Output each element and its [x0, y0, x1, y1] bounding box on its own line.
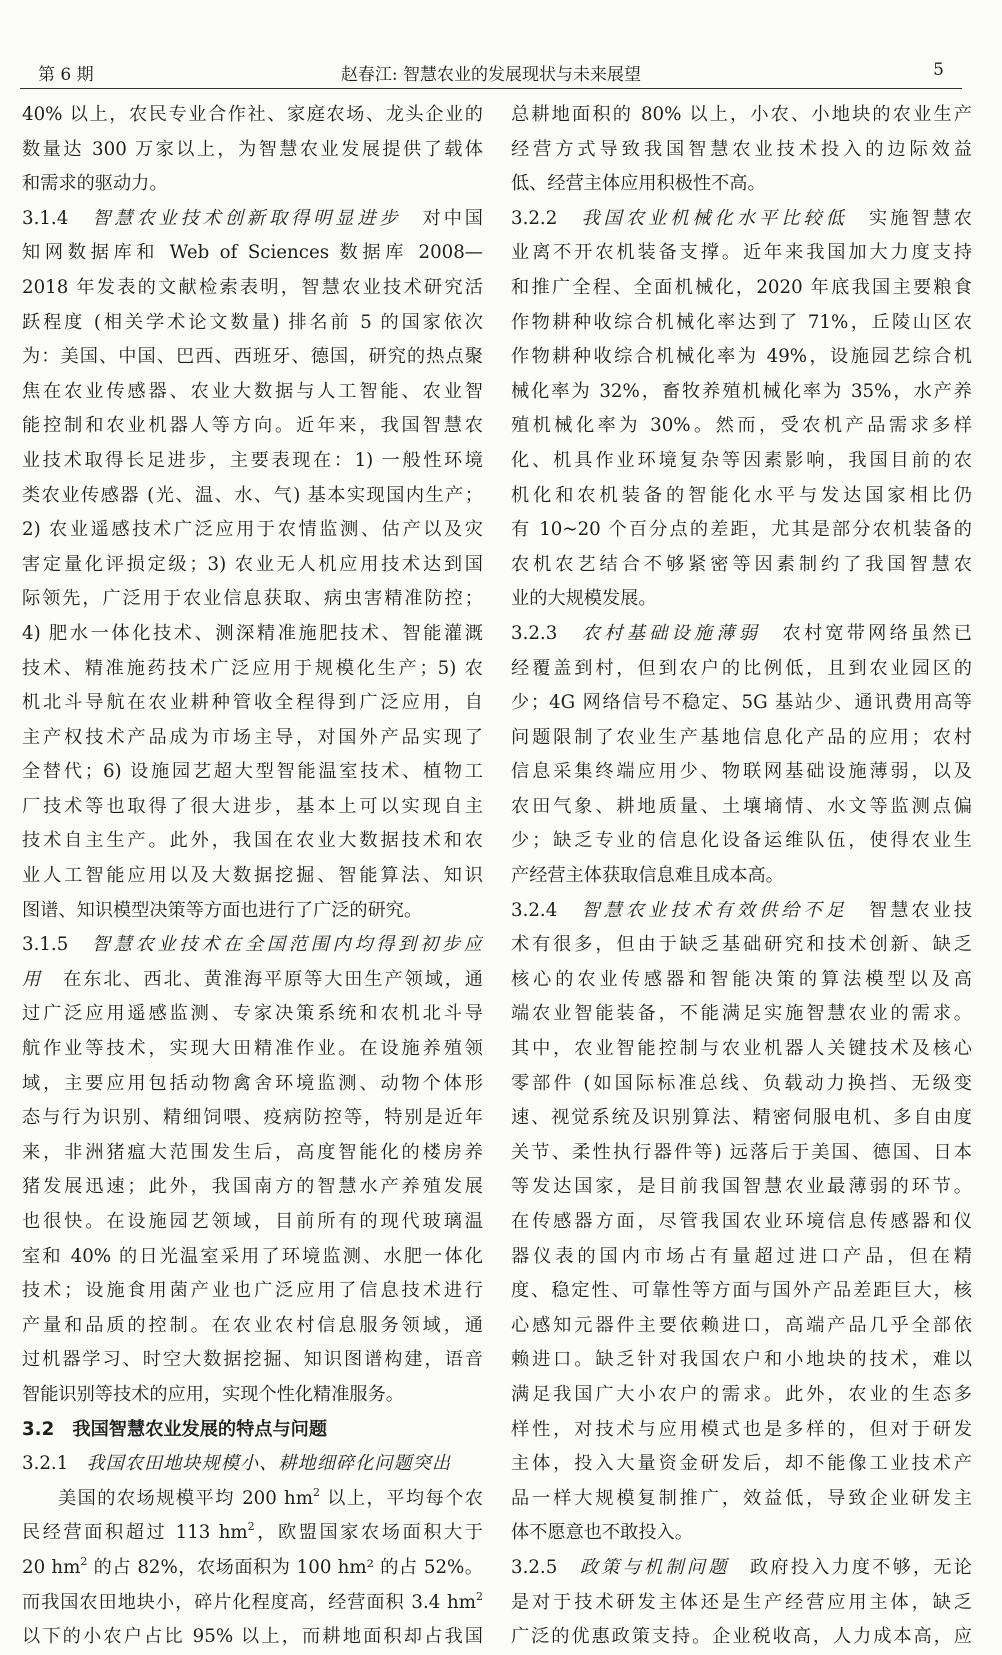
- line-text: 也很快。在设施园艺领域，目前所有的现代玻璃温: [22, 1211, 483, 1232]
- line-text: 害定量化评损定级；3) 农业无人机应用技术达到国: [22, 553, 483, 575]
- line-text: 跃程度 (相关学术论文数量) 排名前 5 的国家依次: [22, 311, 483, 333]
- text-line: [511, 513, 972, 548]
- line-text: 对中国: [401, 207, 483, 229]
- superscript: 2: [476, 1589, 483, 1603]
- line-text: 品一样大规模复制推广，效益低，导致企业研发主: [511, 1487, 972, 1509]
- line-text: 焦在农业传感器、农业大数据与人工智能、农业智: [22, 380, 483, 402]
- line-text: 民经营面积超过 113 hm: [22, 1522, 248, 1544]
- text-line: [22, 1170, 483, 1205]
- line-text: 器仪表的国内市场占有量超过进口产品，但在精: [511, 1245, 972, 1267]
- line-text: 有 10~20 个百分点的差距，尤其是部分农机装备的: [511, 519, 972, 541]
- line-text: 为：美国、中国、巴西、西班牙、德国，研究的热点聚: [22, 346, 483, 368]
- issue-number: 第 6 期: [38, 65, 94, 85]
- paragraph-heading: 用: [22, 968, 44, 990]
- line-text: 机北斗导航在农业耕种管收全程得到广泛应用，自: [22, 692, 483, 714]
- line-text: 产量和品质的控制。在农业农村信息服务领域，通: [22, 1314, 483, 1336]
- text-line: [511, 582, 972, 617]
- text-line: [511, 617, 972, 652]
- text-line: [22, 721, 483, 756]
- text-line: [511, 271, 972, 306]
- line-text: 航作业等技术，实现大田精准作业。在设施养殖领: [22, 1038, 483, 1060]
- paragraph-heading: 智慧农业技术创新取得明显进步: [92, 207, 402, 229]
- text-line: [22, 824, 483, 859]
- text-line: [22, 202, 483, 237]
- text-line: [22, 859, 483, 894]
- text-line: [511, 1482, 972, 1517]
- line-text: 的占 82%，农场面积为 100 hm² 的占 52%。: [87, 1556, 483, 1578]
- line-text: 在东北、西北、黄淮海平原等大田生产领域，通: [43, 968, 483, 990]
- text-line: [22, 271, 483, 306]
- text-line: [511, 1447, 972, 1482]
- superscript: 2: [247, 1520, 255, 1534]
- line-text: 其中，农业智能控制与农业机器人关键技术及核心: [511, 1038, 972, 1060]
- line-text: 作物耕种收综合机械化率为 49%，设施园艺综合机: [511, 346, 972, 368]
- text-line: [22, 1586, 483, 1621]
- line-text: 猪发展迅速；此外，我国南方的智慧水产养殖发展: [22, 1176, 483, 1198]
- text-line: [22, 1309, 483, 1344]
- line-text: 2018 年发表的文献检索表明，智慧农业技术研究活: [22, 276, 483, 298]
- text-line: [511, 997, 972, 1032]
- running-title: 赵春江: 智慧农业的发展现状与未来展望: [340, 65, 642, 85]
- text-line: [22, 1205, 483, 1240]
- text-line: [22, 1482, 483, 1517]
- text-line: [511, 340, 972, 375]
- line-text: 主产权技术产品成为市场主导，对国外产品实现了: [22, 726, 483, 748]
- text-line: [22, 340, 483, 375]
- paragraph-heading: 智慧农业技术有效供给不足: [581, 899, 848, 921]
- line-text: 以上，平均每个农: [320, 1487, 483, 1509]
- line-text: 业的大规模发展。: [511, 588, 657, 610]
- text-line: [22, 1136, 483, 1171]
- text-line: [22, 1274, 483, 1309]
- line-text: 心感知元器件主要依赖进口，高端产品几乎全部依: [511, 1314, 972, 1336]
- text-line: [511, 1032, 972, 1067]
- text-line: [22, 686, 483, 721]
- line-text: 业人工智能应用以及大数据挖掘、智能算法、知识: [22, 865, 483, 887]
- line-text: 等发达国家，是目前我国智慧农业最薄弱的环节。: [511, 1176, 972, 1198]
- text-line: [22, 894, 483, 929]
- text-line: [22, 98, 483, 133]
- line-text: 3.1.5: [22, 934, 92, 956]
- line-text: 以下的小农户占比 95% 以上，而耕地面积却占我国: [22, 1626, 483, 1648]
- line-text: 业离不开农机装备支撑。近年来我国加大力度支持: [511, 242, 972, 264]
- line-text: 2) 农业遥感技术广泛应用于农情监测、估产以及灾: [22, 519, 483, 541]
- text-line: [511, 1516, 972, 1551]
- text-line: [22, 755, 483, 790]
- text-line: [511, 1309, 972, 1344]
- line-text: 信息采集终端应用少、物联网基础设施薄弱，以及: [511, 761, 972, 783]
- line-text: 少；4G 网络信号不稳定、5G 基站少、通讯费用高等: [511, 692, 972, 714]
- text-line: [22, 409, 483, 444]
- line-text: 3.2.5: [511, 1556, 580, 1578]
- line-text: 3.2.2: [511, 207, 582, 229]
- line-text: 3.2.1: [22, 1453, 87, 1475]
- line-text: 农机农艺结合不够紧密等因素制约了我国智慧农: [511, 553, 972, 575]
- line-text: 是对于技术研发主体还是生产经营应用主体，缺乏: [511, 1591, 972, 1613]
- line-text: 总耕地面积的 80% 以上，小农、小地块的农业生产: [511, 104, 972, 125]
- line-text: 零部件 (如国际标准总线、负载动力换挡、无级变: [511, 1072, 972, 1094]
- text-line: [22, 617, 483, 652]
- line-text: 业技术取得长足进步，主要表现在：1) 一般性环境: [22, 449, 483, 471]
- line-text: 3.2.4: [511, 899, 582, 921]
- text-line: [22, 167, 483, 202]
- text-line: [511, 1205, 972, 1240]
- text-line: [22, 997, 483, 1032]
- text-line: [511, 548, 972, 583]
- line-text: 实施智慧农: [847, 207, 972, 229]
- text-line: [511, 1620, 972, 1655]
- text-line: [22, 1343, 483, 1378]
- line-text: 农村宽带网络虽然已: [761, 622, 972, 644]
- line-text: 3.1.4: [22, 207, 93, 229]
- left-column: [22, 98, 483, 1655]
- text-line: [511, 1551, 972, 1586]
- text-line: [22, 582, 483, 617]
- text-line: [511, 167, 972, 202]
- line-text: 政府投入力度不够，无论: [729, 1556, 972, 1578]
- line-text: 满足我国广大小农户的需求。此外，农业的生态多: [511, 1383, 972, 1405]
- line-text: 样性，对技术与应用模式也是多样的，但对于研发: [511, 1418, 972, 1440]
- text-line: [22, 1413, 483, 1448]
- text-line: [511, 1586, 972, 1621]
- line-text: 农田气象、耕地质量、土壤墒情、水文等监测点偏: [511, 795, 972, 817]
- text-line: [511, 824, 972, 859]
- line-text: 关节、柔性执行器件等) 远落后于美国、德国、日本: [511, 1141, 972, 1163]
- line-text: 类农业传感器 (光、温、水、气) 基本实现国内生产；: [22, 484, 483, 506]
- line-text: 赖进口。缺乏针对我国农户和小地块的技术，难以: [511, 1349, 972, 1371]
- line-text: 和需求的驱动力。: [22, 173, 168, 195]
- text-line: [511, 963, 972, 998]
- text-line: [511, 1240, 972, 1275]
- line-text: 20 hm: [22, 1556, 81, 1578]
- text-line: [511, 375, 972, 410]
- line-text: 而我国农田地块小，碎片化程度高，经营面积 3.4 hm: [22, 1591, 476, 1613]
- page-number: 5: [933, 60, 944, 80]
- text-line: [511, 202, 972, 237]
- text-line: [22, 1101, 483, 1136]
- line-text: 技术自主生产。此外，我国在农业大数据技术和农: [22, 830, 483, 852]
- paragraph-heading: 我国农田地块规模小、耕地细碎化问题突出: [86, 1453, 452, 1475]
- text-line: [22, 444, 483, 479]
- line-text: 全替代；6) 设施园艺超大型智能温室技术、植物工: [22, 761, 483, 783]
- line-text: 度、稳定性、可靠性等方面与国外产品差距巨大，核: [511, 1280, 972, 1302]
- text-line: [22, 790, 483, 825]
- line-text: 40% 以上，农民专业合作社、家庭农场、龙头企业的: [22, 104, 483, 125]
- text-line: [511, 1274, 972, 1309]
- text-line: [22, 1620, 483, 1655]
- text-line: [22, 1240, 483, 1275]
- text-line: [22, 1378, 483, 1413]
- line-text: 知网数据库和 Web of Sciences 数据库 2008—: [22, 242, 483, 264]
- line-text: 态与行为识别、精细饲喂、疫病防控等，特别是近年: [22, 1107, 483, 1129]
- text-line: [22, 928, 483, 963]
- text-line: [511, 236, 972, 271]
- line-text: 智能识别等技术的应用，实现个性化精准服务。: [22, 1383, 404, 1405]
- text-line: [22, 1067, 483, 1102]
- text-line: [22, 306, 483, 341]
- line-text: 经营方式导致我国智慧农业技术投入的边际效益: [511, 138, 972, 160]
- text-line: [22, 963, 483, 998]
- line-text: 产经营主体获取信息难且成本高。: [511, 865, 784, 887]
- line-text: 过机器学习、时空大数据挖掘、知识图谱构建，语音: [22, 1349, 483, 1371]
- line-text: 问题限制了农业生产基地信息化产品的应用；农村: [511, 726, 972, 748]
- running-header: [20, 58, 962, 89]
- line-text: 机化和农机装备的智能化水平与发达国家相比仍: [511, 484, 972, 506]
- text-line: [22, 1516, 483, 1551]
- text-line: [511, 721, 972, 756]
- line-text: 厂技术等也取得了很大进步，基本上可以实现自主: [22, 795, 483, 817]
- text-line: [511, 928, 972, 963]
- line-text: ，欧盟国家农场面积大于: [254, 1522, 483, 1544]
- line-text: 际领先，广泛用于农业信息获取、病虫害精准防控；: [22, 588, 483, 610]
- text-line: [22, 513, 483, 548]
- superscript: 2: [80, 1554, 88, 1568]
- line-text: 过广泛应用遥感监测、专家决策系统和农机北斗导: [22, 1003, 483, 1025]
- text-line: [511, 686, 972, 721]
- paragraph-heading: 我国农业机械化水平比较低: [581, 207, 848, 229]
- paragraph-heading: 政策与机制问题: [579, 1556, 730, 1578]
- text-line: [511, 1067, 972, 1102]
- line-text: 能控制和农业机器人等方向。近年来，我国智慧农: [22, 415, 483, 437]
- text-line: [22, 236, 483, 271]
- text-line: [511, 859, 972, 894]
- text-line: [22, 133, 483, 168]
- section-heading: 3.2 我国智慧农业发展的特点与问题: [22, 1418, 328, 1440]
- line-text: 殖机械化率为 30%。然而，受农机产品需求多样: [511, 415, 972, 437]
- line-text: 技术；设施食用菌产业也广泛应用了信息技术进行: [22, 1280, 483, 1302]
- line-text: 术有很多，但由于缺乏基础研究和技术创新、缺乏: [511, 934, 972, 956]
- text-line: [22, 548, 483, 583]
- line-text: 主体，投入大量资金研发后，却不能像工业技术产: [511, 1453, 972, 1475]
- text-line: [22, 479, 483, 514]
- line-text: 体不愿意也不敢投入。: [511, 1522, 693, 1544]
- text-line: [511, 409, 972, 444]
- text-line: [22, 1447, 483, 1482]
- line-text: 化、机具作业环境复杂等因素影响，我国目前的农: [511, 449, 972, 471]
- line-text: 和推广全程、全面机械化，2020 年底我国主要粮食: [511, 276, 972, 298]
- text-line: [511, 790, 972, 825]
- text-line: [511, 98, 972, 133]
- text-line: [511, 1136, 972, 1171]
- text-line: [511, 479, 972, 514]
- text-line: [22, 1032, 483, 1067]
- text-line: [511, 755, 972, 790]
- right-column: [511, 98, 972, 1655]
- line-text: 械化率为 32%，畜牧养殖机械化率为 35%，水产养: [511, 380, 972, 402]
- line-text: 来，非洲猪瘟大范围发生后，高度智能化的楼房养: [22, 1141, 483, 1163]
- text-line: [511, 133, 972, 168]
- text-line: [511, 1378, 972, 1413]
- line-text: 图谱、知识模型决策等方面也进行了广泛的研究。: [22, 899, 423, 921]
- line-text: 速、视觉系统及识别算法、精密伺服电机、多自由度: [511, 1107, 972, 1129]
- text-line: [22, 652, 483, 687]
- paragraph-heading: 农村基础设施薄弱: [581, 622, 762, 644]
- text-line: [511, 444, 972, 479]
- line-text: 域，主要应用包括动物禽舍环境监测、动物个体形: [22, 1072, 483, 1094]
- line-text: 作物耕种收综合机械化率达到了 71%，丘陵山区农: [511, 311, 972, 333]
- line-text: 美国的农场规模平均 200 hm: [58, 1487, 313, 1509]
- text-line: [511, 1170, 972, 1205]
- line-text: 技术、精准施药技术广泛应用于规模化生产；5) 农: [22, 657, 483, 679]
- line-text: 数量达 300 万家以上，为智慧农业发展提供了载体: [22, 138, 483, 160]
- text-line: [511, 894, 972, 929]
- line-text: 核心的农业传感器和智能决策的算法模型以及高: [511, 968, 972, 990]
- line-text: 室和 40% 的日光温室采用了环境监测、水肥一体化: [22, 1245, 483, 1267]
- line-text: 在传感器方面，尽管我国农业环境信息传感器和仪: [511, 1211, 972, 1232]
- line-text: 广泛的优惠政策支持。企业税收高，人力成本高，应: [511, 1626, 972, 1648]
- line-text: 端农业智能装备，不能满足实施智慧农业的需求。: [511, 1003, 972, 1025]
- line-text: 4) 肥水一体化技术、测深精准施肥技术、智能灌溉: [22, 622, 483, 644]
- text-line: [22, 375, 483, 410]
- line-text: 智慧农业技: [847, 899, 972, 921]
- text-line: [511, 1101, 972, 1136]
- line-text: 3.2.3: [511, 622, 582, 644]
- text-line: [511, 1343, 972, 1378]
- line-text: 少；缺乏专业的信息化设备运维队伍，使得农业生: [511, 830, 972, 852]
- text-line: [511, 652, 972, 687]
- line-text: 低、经营主体应用积极性不高。: [511, 173, 766, 195]
- paragraph-heading: 智慧农业技术在全国范围内均得到初步应: [91, 934, 483, 956]
- line-text: 经覆盖到村，但到农户的比例低，且到农业园区的: [511, 657, 972, 679]
- superscript: 2: [313, 1485, 320, 1499]
- text-line: [22, 1551, 483, 1586]
- text-line: [511, 306, 972, 341]
- text-line: [511, 1413, 972, 1448]
